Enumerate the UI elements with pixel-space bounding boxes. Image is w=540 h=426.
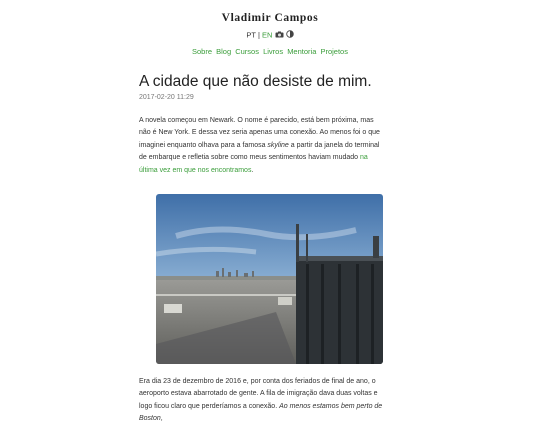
nav-cursos[interactable]: Cursos	[235, 47, 259, 56]
nav-livros[interactable]: Livros	[263, 47, 284, 56]
lang-en[interactable]: EN	[261, 30, 273, 40]
main-nav	[0, 47, 540, 56]
lang-pt[interactable]: PT	[246, 30, 256, 40]
site-header	[0, 0, 540, 56]
nav-blog[interactable]: Blog	[216, 47, 232, 56]
camera-icon[interactable]	[275, 31, 284, 41]
lang-separator: |	[255, 30, 262, 40]
previous-visit-link[interactable]: na última vez em que nos encontramos	[139, 154, 368, 174]
post-paragraph-2: Era dia 23 de dezembro de 2016 e, por conta dos feriados de final de ano, o aeroporto estava abarrotado de gente. A fila de imigração dava duas voltas e logo ficou claro que perderíamos a conexão. Ao menos estamos bem perto de Boston,	[139, 378, 383, 423]
post-title: A cidade que não desiste de mim.	[139, 73, 372, 90]
nav-projetos[interactable]: Projetos	[320, 47, 348, 56]
post-date: 2017-02-20 11:29	[139, 94, 194, 101]
contrast-icon[interactable]	[286, 30, 294, 41]
nav-mentoria[interactable]: Mentoria	[287, 47, 317, 56]
post	[139, 72, 383, 426]
site-title[interactable]: Vladimir Campos	[221, 12, 319, 24]
nav-sobre[interactable]: Sobre	[192, 47, 213, 56]
airport-window-photo	[156, 194, 383, 364]
post-paragraph-1: A novela começou em Newark. O nome é parecido, está bem próxima, mas não é New York. E dessa vez seria apenas uma conexão. Ao menos foi o que imaginei enquanto olhava para a famosa skyline a partir da janela do terminal de embarque e refletia sobre como meus sentimentos haviam mudado na última vez em que nos encontramos.	[139, 117, 380, 174]
language-switcher	[0, 30, 540, 41]
